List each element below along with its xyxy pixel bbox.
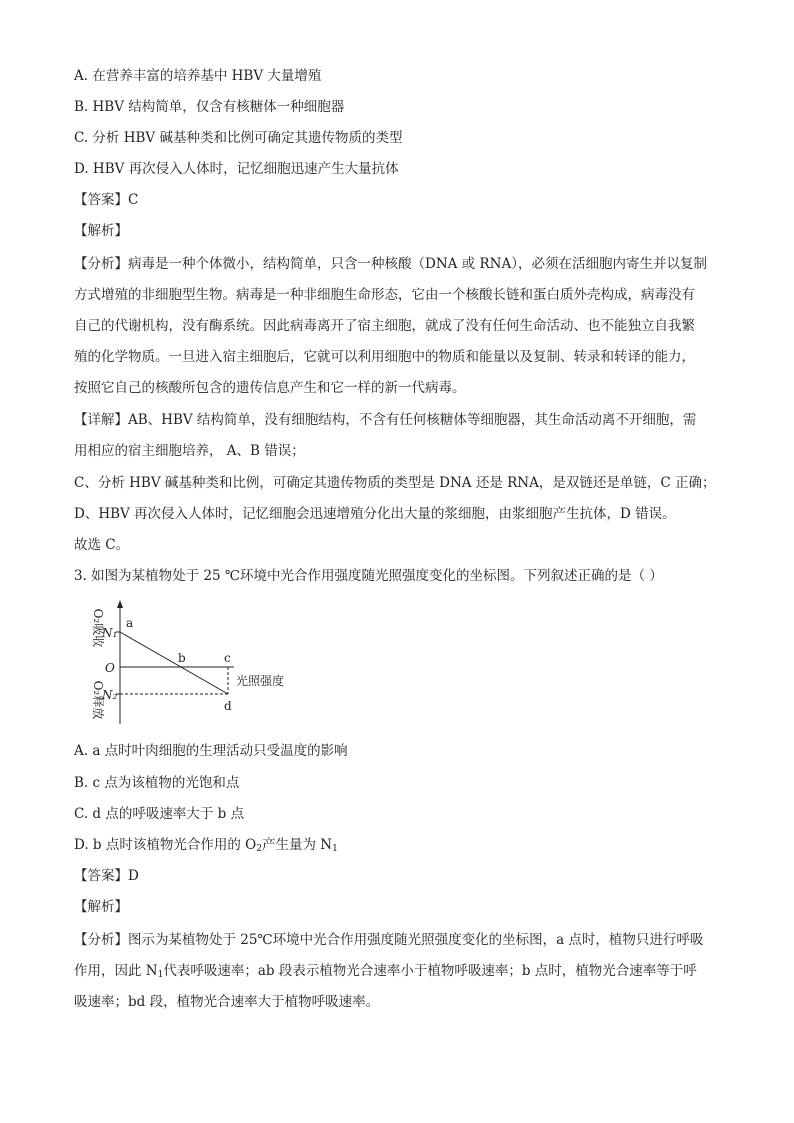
subscript: 1 [332,844,338,854]
q2-detail-line: 用相应的宿主细胞培养， A、B 错误； [74,443,305,459]
q2-analysis-line: 殖的化学物质。一旦进入宿主细胞后，它就可以利用细胞中的物质和能量以及复制、转录和转译的能力， [74,349,695,365]
point-a-label: a [126,616,134,630]
q2-option-d: D. HBV 再次侵入人体时，记忆细胞迅速产生大量抗体 [74,161,399,177]
q2-analysis-line: 自己的代谢机构，没有酶系统。因此病毒离开了宿主细胞，就成了没有任何生命活动、也不能独立自我繁 [74,318,695,334]
subscript: 2 [256,844,262,854]
q3-analysis-text: 代表呼吸速率；ab 段表示植物光合速率小于植物呼吸速率；b 点时，植物光合速率等于呼 [163,963,697,979]
point-c-label: c [224,651,231,665]
y-axis-arrow [117,600,123,608]
x-axis-label: 光照强度 [236,674,285,688]
q3-option-c: C. d 点的呼吸速率大于 b 点 [74,806,245,822]
q2-answer: 【答案】C [74,192,139,208]
q3-analysis-line [74,961,724,985]
subscript: 1 [157,970,164,980]
q3-answer: 【答案】D [74,868,139,884]
q2-option-b: B. HBV 结构简单，仅含有核糖体一种细胞器 [74,99,345,115]
q3-option-d-text: 产生量为 N [261,837,333,853]
point-d-label: d [224,699,232,713]
q2-analysis-line: 方式增殖的非细胞型生物。病毒是一种非细胞生命形态，它由一个核酸长链和蛋白质外壳构成，病毒没有 [74,287,695,303]
point-b-label: b [178,651,186,665]
photosynthesis-graph [74,600,374,730]
n1-label: N₁ [102,626,118,640]
q3-stem: 3. 如图为某植物处于 25 ℃环境中光合作用强度随光照强度变化的坐标图。下列叙述正确的是（ ） [74,568,663,584]
origin-label: O [105,661,115,675]
q3-option-a: A. a 点时叶肉细胞的生理活动只受温度的影响 [74,743,348,759]
q3-option-b: B. c 点为该植物的光饱和点 [74,775,240,791]
q3-analysis-line: 吸速率；bd 段，植物光合速率大于植物呼吸速率。 [74,994,380,1010]
rate-line [120,632,228,694]
q2-detail-line: C、分析 HBV 碱基种类和比例，可确定其遗传物质的类型是 DNA 还是 RNA，是双链还是单链，C 正确； [74,475,716,491]
q3-option-d-text: D. b 点时该植物光合作用的 O [74,837,257,853]
q3-analysis-text: 作用，因此 N [74,963,158,979]
q2-option-c: C. 分析 HBV 碱基种类和比例可确定其遗传物质的类型 [74,130,403,146]
q2-analysis-line: 按照它自己的核酸所包含的遗传信息产生和它一样的新一代病毒。 [74,380,466,396]
q2-detail-line: 【详解】AB、HBV 结构简单，没有细胞结构，不含有任何核糖体等细胞器，其生命活动离不开细胞，需 [74,412,697,428]
q3-analysis-label: 【解析】 [74,899,128,915]
q2-analysis-label: 【解析】 [74,223,128,239]
q3-option-d [74,835,724,859]
q2-detail-line: D、HBV 再次侵入人体时，记忆细胞会迅速增殖分化出大量的浆细胞，由浆细胞产生抗体，D 错误。 [74,506,676,522]
n2-label: N₂ [102,688,118,702]
q2-conclusion: 故选 C。 [74,537,130,553]
y-bottom-label: O₂释放 [91,680,105,720]
y-top-label: O₂吸收 [91,608,105,648]
q3-analysis-line: 【分析】图示为某植物处于 25℃环境中光合作用强度随光照强度变化的坐标图，a 点时，植物只进行呼吸 [74,932,704,948]
q2-option-a: A. 在营养丰富的培养基中 HBV 大量增殖 [74,68,322,84]
q2-analysis-line: 【分析】病毒是一种个体微小，结构简单，只含一种核酸（DNA 或 RNA），必须在活细胞内寄生并以复制 [74,256,707,272]
